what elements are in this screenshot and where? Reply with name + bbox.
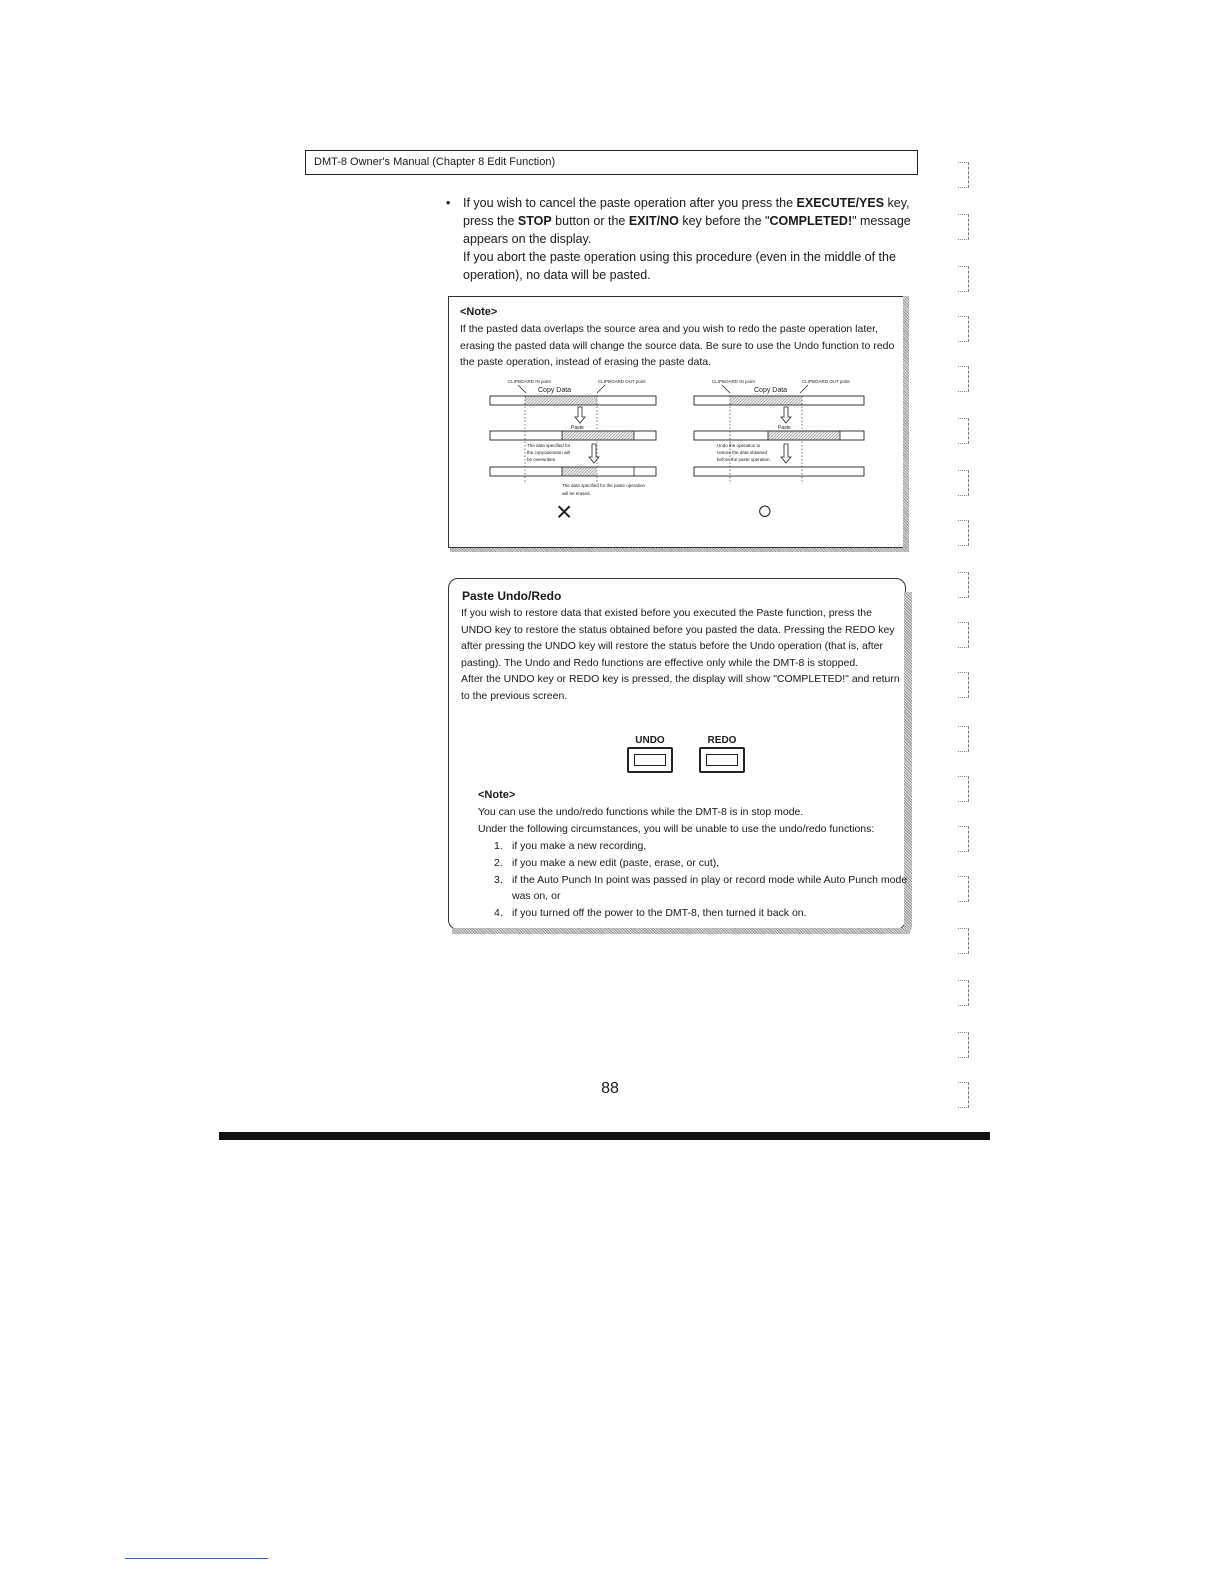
running-header (305, 150, 918, 175)
paste-undo-paragraph-1: If you wish to restore data that existed before you executed the Paste function, press the UNDO key to restore the status obtained before you pasted the data. Pressing the REDO key after pressing the UNDO key will restore the status before the Undo operation (that is, after pasting). The Undo and Redo functions are effective only while the DMT-8 is stopped. (461, 607, 895, 669)
right-down-arrow-icon-2 (781, 444, 791, 463)
bullet-text (463, 194, 918, 284)
bullet-icon: • (446, 196, 451, 210)
paste-undo-redo-title: Paste Undo/Redo (462, 589, 562, 603)
margin-mark (958, 470, 969, 496)
execute-yes-key-label: EXECUTE/YES (796, 196, 885, 210)
margin-mark (958, 316, 969, 342)
margin-mark (958, 1032, 969, 1058)
left-cross-mark-icon: × (556, 496, 573, 524)
note-body: If the pasted data overlaps the source area and you wish to redo the paste operation later, erasing the pasted data will change the source data. Be sure to use the Undo function to redo the paste operation, instead of erasing the paste data. (460, 323, 895, 368)
margin-mark (958, 162, 969, 188)
header-title: DMT-8 Owner's Manual (Chapter 8 Edit Function) (314, 156, 556, 168)
redo-key (692, 735, 752, 773)
right-copy-data-label: Copy Data (754, 387, 788, 394)
undo-note-title: <Note> (478, 789, 516, 801)
right-clipboard-in-label: CLIPBOARD IN point (712, 379, 755, 384)
left-note-line-1: The data specified for (527, 443, 571, 448)
note-box-shadow-bottom (450, 548, 909, 552)
left-bottom-note-1: The data specified for the paste operation (562, 483, 646, 488)
paste-overlap-diagram (480, 374, 880, 524)
right-paste-region (768, 432, 840, 440)
footer-link-line (125, 1558, 268, 1559)
undo-note-paragraph-1: You can use the undo/redo functions while the DMT-8 is in stop mode. (478, 806, 804, 818)
completed-message-label: COMPLETED! (769, 214, 853, 228)
undo-note-body (478, 804, 908, 838)
right-paste-label: Paste (778, 425, 791, 431)
list-item: 4. if you turned off the power to the DMT-8, then turned it back on. (494, 907, 807, 920)
margin-mark (958, 366, 969, 392)
left-copy-region (525, 397, 597, 405)
margin-mark (958, 876, 969, 902)
list-item: 1. if you make a new recording, (494, 840, 647, 852)
margin-mark (958, 980, 969, 1006)
left-note-line-2: the copyoperation will (527, 450, 571, 455)
list-item: 3. if the Auto Punch In point was passed in play or record mode while Auto Punch mode was on, or (494, 873, 908, 903)
undo-key-label: UNDO (635, 735, 665, 746)
note-box-shadow (903, 296, 909, 552)
list-item: 2. if you make a new edit (paste, erase, or cut), (494, 856, 720, 869)
margin-mark (958, 826, 969, 852)
redo-key-label: REDO (707, 735, 737, 746)
right-circle-mark-icon: ○ (757, 495, 773, 524)
margin-mark (958, 520, 969, 546)
paste-undo-paragraph-2: After the UNDO key or REDO key is pressed, the display will show "COMPLETED!" and return to the previous screen. (461, 673, 900, 702)
right-copy-region (730, 397, 802, 405)
bullet-paragraph-2: If you abort the paste operation using this procedure (even in the middle of the operation), no data will be pasted. (463, 250, 896, 282)
undo-conditions-list (478, 838, 908, 922)
margin-mark (958, 418, 969, 444)
right-note-line-2: restore the data obtained (717, 450, 768, 455)
margin-mark (958, 266, 969, 292)
right-down-arrow-icon (781, 407, 791, 423)
margin-mark (958, 1082, 969, 1108)
left-bottom-note-2: will be erased. (562, 491, 591, 496)
margin-mark (958, 776, 969, 802)
margin-mark (958, 622, 969, 648)
left-clipboard-in-label: CLIPBOARD IN point (508, 379, 551, 384)
page-number: 88 (601, 1080, 619, 1097)
undo-note-paragraph-2: Under the following circumstances, you will be unable to use the undo/redo functions: (478, 822, 875, 835)
left-paste-label: Paste (571, 425, 584, 431)
right-clipboard-out-label: CLIPBOARD OUT point (802, 379, 850, 384)
bottom-rule (219, 1132, 990, 1140)
left-copy-data-label: Copy Data (538, 387, 572, 394)
right-note-line-1: Undo the operation to (717, 443, 761, 448)
margin-scan-marks (952, 160, 976, 1120)
paste-undo-redo-body (461, 605, 901, 705)
margin-mark (958, 928, 969, 954)
margin-mark (958, 214, 969, 240)
left-down-arrow-icon-2 (589, 444, 599, 463)
paste-box-shadow-bottom (452, 928, 910, 934)
left-down-arrow-icon (575, 407, 585, 423)
left-note-line-3: be overwritten. (527, 457, 557, 462)
margin-mark (958, 726, 969, 752)
right-note-line-3: before the paste operation. (717, 457, 771, 462)
left-paste-region (562, 432, 634, 440)
left-erased-region (562, 468, 597, 476)
bullet-paragraph-1: If you wish to cancel the paste operation after you press the EXECUTE/YES key, press the STOP button or the EXIT/NO key before the "COMPLETED!" message appears on the display. (463, 196, 911, 246)
undo-key-icon (627, 747, 673, 773)
right-track-3 (694, 467, 864, 476)
left-clipboard-out-label: CLIPBOARD OUT point (598, 379, 646, 384)
stop-button-label: STOP (517, 214, 552, 228)
note-title: <Note> (460, 306, 498, 318)
redo-key-icon (699, 747, 745, 773)
undo-key (620, 735, 680, 773)
margin-mark (958, 672, 969, 698)
exit-no-key-label: EXIT/NO (628, 214, 679, 228)
margin-mark (958, 572, 969, 598)
